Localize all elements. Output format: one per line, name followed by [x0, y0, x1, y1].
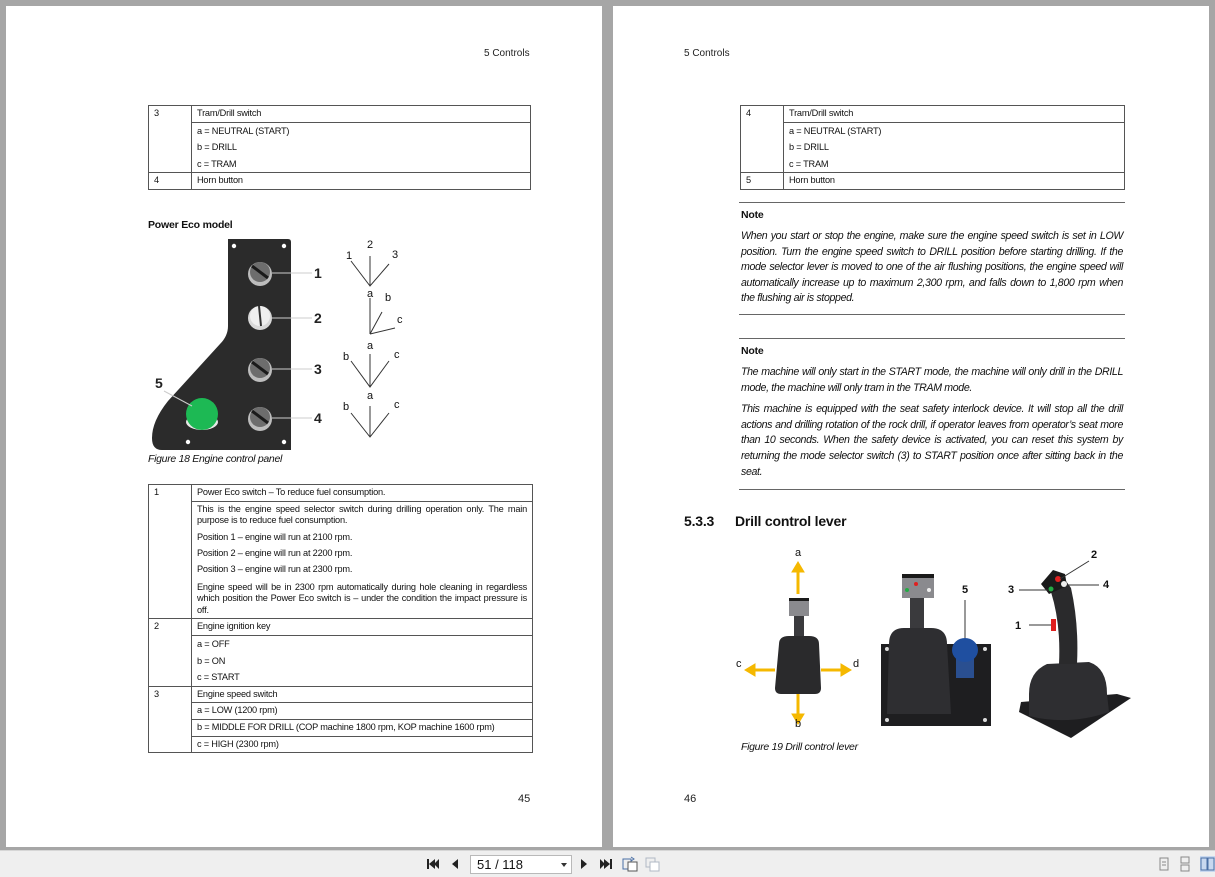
cell-text: Engine ignition key — [192, 619, 533, 636]
row-number: 5 — [741, 173, 784, 190]
lever-callout-5: 5 — [962, 584, 969, 596]
direction-label-a: a — [795, 547, 802, 559]
note-title: Note — [741, 345, 764, 357]
last-page-icon — [599, 858, 613, 870]
cell-text: Position 2 – engine will run at 2200 rpm. — [192, 545, 533, 562]
navigation-toolbar — [0, 850, 1215, 877]
diagram3-label-c: c — [394, 349, 400, 361]
diagram2-label-a: a — [367, 288, 374, 300]
row-number: 3 — [149, 106, 192, 173]
cell-text: Engine speed switch — [192, 686, 533, 703]
cell-text: Power Eco switch – To reduce fuel consumption. — [192, 485, 533, 502]
direction-label-b: b — [795, 718, 802, 730]
page-indicator: 51 / 118 — [477, 857, 524, 872]
diagram1-label-3: 3 — [392, 249, 399, 261]
diagram4-label-b: b — [343, 401, 350, 413]
engine-control-panel-figure — [148, 236, 428, 461]
note-modes-safety — [739, 338, 1125, 490]
cell-text: Engine speed will be in 2300 rpm automatically during hole cleaning in regardless which position the Power Eco switch is – under the condition the impact pressure is off. — [192, 578, 533, 619]
lever-callout-4: 4 — [1103, 579, 1110, 591]
cell-text: b = DRILL — [192, 139, 531, 156]
drill-control-lever-illustration — [729, 544, 1139, 739]
tram-drill-table — [148, 105, 531, 190]
running-head: 5 Controls — [484, 48, 530, 59]
cell-text: c = START — [192, 669, 533, 686]
previous-page-icon — [450, 858, 460, 870]
continuous-page-icon — [1178, 856, 1192, 872]
cell-text: a = LOW (1200 rpm) — [192, 703, 533, 720]
lever-callout-2: 2 — [1091, 549, 1098, 561]
cell-text: Position 3 – engine will run at 2300 rpm. — [192, 562, 533, 578]
callout-5: 5 — [155, 375, 163, 391]
next-page-icon — [579, 858, 589, 870]
diagram3-label-b: b — [343, 351, 350, 363]
two-page-icon — [1200, 856, 1215, 872]
section-title: Drill control lever — [735, 513, 847, 529]
page-number-select[interactable] — [470, 855, 572, 874]
figure-18-caption: Figure 18 Engine control panel — [148, 453, 283, 465]
engine-control-panel-illustration — [148, 236, 428, 461]
direction-label-d: d — [853, 658, 860, 670]
subheading-power-eco: Power Eco model — [148, 219, 233, 231]
callout-3: 3 — [314, 361, 322, 377]
single-page-view-button[interactable] — [1157, 856, 1171, 872]
previous-page-button[interactable] — [447, 856, 463, 872]
cell-text: Horn button — [192, 173, 531, 190]
lever-callout-3: 3 — [1008, 584, 1015, 596]
cell-text: a = NEUTRAL (START) — [784, 122, 1125, 139]
cell-text: b = MIDDLE FOR DRILL (COP machine 1800 rpm, KOP machine 1600 rpm) — [192, 719, 533, 736]
diagram2-label-c: c — [397, 314, 403, 326]
single-page-icon — [1157, 856, 1171, 872]
callout-1: 1 — [314, 265, 322, 281]
cell-text: c = TRAM — [784, 156, 1125, 173]
next-page-button[interactable] — [576, 856, 592, 872]
direction-label-c: c — [736, 658, 742, 670]
row-number: 4 — [741, 106, 784, 173]
page-number: 46 — [684, 793, 697, 805]
cell-text: This is the engine speed selector switch during drilling operation only. The main purpose is to reduce fuel consumption. — [192, 501, 533, 529]
cell-text: Horn button — [784, 173, 1125, 190]
diagram1-label-2: 2 — [367, 239, 374, 251]
cell-text: Tram/Drill switch — [192, 106, 531, 123]
cell-text: c = TRAM — [192, 156, 531, 173]
last-page-button[interactable] — [598, 856, 614, 872]
figure-19-caption: Figure 19 Drill control lever — [741, 741, 858, 753]
dropdown-caret-icon — [561, 863, 567, 867]
two-page-view-button[interactable] — [1200, 856, 1215, 872]
page-46 — [613, 6, 1209, 847]
copy-button[interactable] — [645, 856, 661, 872]
first-page-button[interactable] — [425, 856, 441, 872]
cell-text: a = NEUTRAL (START) — [192, 122, 531, 139]
tram-drill-table — [740, 105, 1125, 190]
note-text: When you start or stop the engine, make sure the engine speed switch is set in LOW position. Turn the engine speed switch to DRILL position before starting drilling. If the mode selector lever is moved to one of the air flushing positions, the engine speed will automatically increase up to maximum 2,300 rpm, and falls down to 1,800 rpm when the flushing air is stopped. — [741, 230, 1123, 305]
cell-text: b = DRILL — [784, 139, 1125, 156]
running-head: 5 Controls — [684, 48, 730, 59]
diagram2-label-b: b — [385, 292, 392, 304]
rotate-icon — [622, 856, 638, 872]
cell-text: b = ON — [192, 653, 533, 670]
cell-text: Position 1 – engine will run at 2100 rpm. — [192, 529, 533, 546]
note-title: Note — [741, 209, 764, 221]
lever-callout-1: 1 — [1015, 620, 1022, 632]
page-number: 45 — [518, 793, 531, 805]
row-number: 1 — [149, 485, 192, 619]
note-text: The machine will only start in the START mode, the machine will only drill in the DRILL mode, the machine will only tram in the TRAM mode. — [741, 366, 1123, 394]
cell-text: a = OFF — [192, 635, 533, 652]
copy-icon — [645, 856, 661, 872]
note-engine-speed — [739, 202, 1125, 315]
rotate-view-button[interactable] — [622, 856, 638, 872]
diagram4-label-a: a — [367, 390, 374, 402]
diagram4-label-c: c — [394, 399, 400, 411]
diagram3-label-a: a — [367, 340, 374, 352]
diagram1-label-1: 1 — [346, 250, 353, 262]
callout-2: 2 — [314, 310, 322, 326]
cell-text: c = HIGH (2300 rpm) — [192, 736, 533, 753]
page-45 — [6, 6, 602, 847]
callout-4: 4 — [314, 410, 322, 426]
row-number: 2 — [149, 619, 192, 686]
row-number: 3 — [149, 686, 192, 752]
section-heading — [684, 513, 846, 529]
row-number: 4 — [149, 173, 192, 190]
engine-panel-table — [148, 484, 533, 753]
note-text: This machine is equipped with the seat safety interlock device. It will stop all the drill actions and drilling rotation of the rock drill, if operator leaves from operator’s seat more than 10 seconds. When the safety device is activated, you can reset this system by returning the mode selector switch (3) to START position once after sitting back in the seat. — [741, 403, 1123, 478]
continuous-view-button[interactable] — [1178, 856, 1192, 872]
cell-text: Tram/Drill switch — [784, 106, 1125, 123]
section-number: 5.3.3 — [684, 513, 715, 529]
drill-control-lever-figure — [729, 544, 1139, 739]
first-page-icon — [426, 858, 440, 870]
